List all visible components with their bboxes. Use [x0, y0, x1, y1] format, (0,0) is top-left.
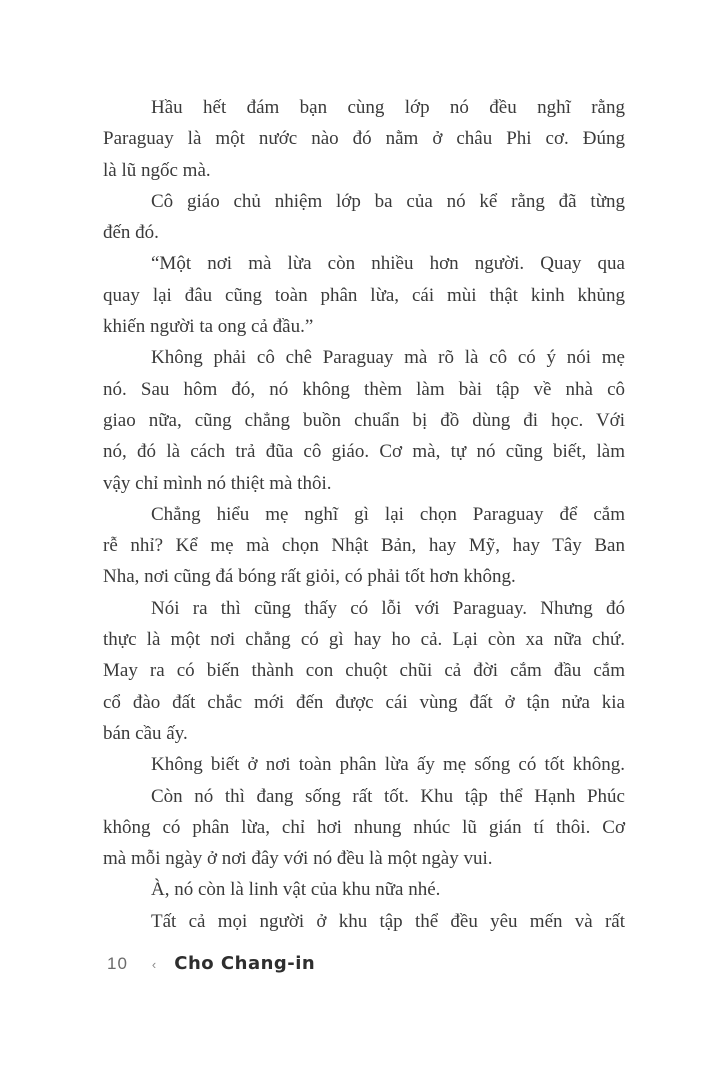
- text-line: rễ nhỉ? Kể mẹ mà chọn Nhật Bản, hay Mỹ, hay Tây Ban: [103, 535, 625, 557]
- text-line: À, nó còn là linh vật của khu nữa nhé.: [151, 879, 441, 901]
- paragraph: [103, 499, 625, 593]
- text-line: là lũ ngốc mà.: [103, 159, 211, 181]
- paragraph: [103, 92, 625, 186]
- text-line: Còn nó thì đang sống rất tốt. Khu tập thể Hạnh Phúc: [151, 785, 625, 807]
- page-number: 10: [107, 954, 128, 973]
- paragraph: [103, 186, 625, 249]
- text-line: mà mỗi ngày ở nơi đây với nó đều là một ngày vui.: [103, 848, 493, 870]
- text-line: Cô giáo chủ nhiệm lớp ba của nó kể rằng đã từng: [151, 190, 625, 212]
- paragraph: [103, 342, 625, 498]
- footer-separator-icon: ‹: [151, 957, 157, 972]
- paragraph: [103, 906, 625, 937]
- text-line: quay lại đâu cũng toàn phân lừa, cái mùi thật kinh khủng: [103, 284, 625, 306]
- text-line: Không phải cô chê Paraguay mà rõ là cô có ý nói mẹ: [151, 347, 625, 369]
- footer: [107, 953, 315, 974]
- text-line: May ra có biến thành con chuột chũi cả đời cắm đầu cắm: [103, 660, 625, 682]
- text-line: nó. Sau hôm đó, nó không thèm làm bài tập về nhà cô: [103, 378, 625, 400]
- text-line: không có phân lừa, chỉ hơi nhung nhúc lũ gián tí thôi. Cơ: [103, 816, 625, 838]
- text-line: Không biết ở nơi toàn phân lừa ấy mẹ sống có tốt không.: [151, 754, 625, 776]
- text-line: khiến người ta ong cả đầu.”: [103, 316, 314, 338]
- text-block: [103, 92, 625, 937]
- text-line: Hầu hết đám bạn cùng lớp nó đều nghĩ rằng: [151, 97, 625, 118]
- paragraph: [103, 781, 625, 875]
- paragraph: [103, 248, 625, 342]
- paragraph: [103, 874, 625, 905]
- text-line: giao nữa, cũng chẳng buồn chuẩn bị đồ dùng đi học. Với: [103, 409, 625, 431]
- text-line: vậy chỉ mình nó thiệt mà thôi.: [103, 472, 332, 494]
- text-line: Nha, nơi cũng đá bóng rất giỏi, có phải tốt hơn không.: [103, 566, 516, 588]
- text-line: Paraguay là một nước nào đó nằm ở châu Phi cơ. Đúng: [103, 128, 625, 150]
- text-line: thực là một nơi chẳng có gì hay ho cả. Lại còn xa nữa chứ.: [103, 629, 625, 651]
- text-line: nó, đó là cách trả đũa cô giáo. Cơ mà, tự nó cũng biết, làm: [103, 441, 625, 463]
- text-line: “Một nơi mà lừa còn nhiều hơn người. Quay qua: [151, 253, 625, 275]
- text-line: bán cầu ấy.: [103, 722, 188, 744]
- text-line: cổ đào đất chắc mới đến được cái vùng đất ở tận nửa kia: [103, 691, 625, 713]
- text-line: Tất cả mọi người ở khu tập thể đều yêu mến và rất: [151, 910, 625, 932]
- paragraph: [103, 749, 625, 780]
- text-line: đến đó.: [103, 222, 159, 244]
- text-line: Nói ra thì cũng thấy có lỗi với Paraguay. Nhưng đó: [151, 597, 625, 619]
- author-name: Cho Chang-in: [174, 953, 316, 974]
- text-line: Chẳng hiểu mẹ nghĩ gì lại chọn Paraguay để cắm: [151, 503, 625, 525]
- paragraph: [103, 593, 625, 749]
